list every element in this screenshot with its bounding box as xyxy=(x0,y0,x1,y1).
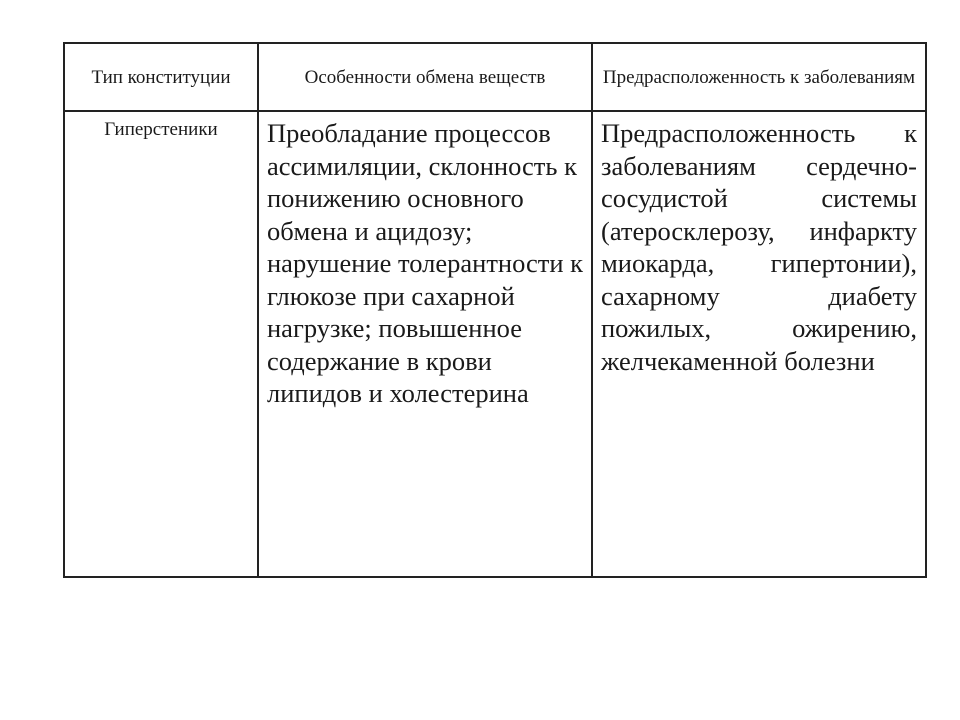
metabolism-features-text: Преобладание процессов ассимиляции, склонность к понижению основного обмена и ацидозу; нарушение толерантности к глюкозе при сахарной нагрузке; повышенное содержание в крови липидов и холестерина xyxy=(267,118,584,408)
constitution-type-text: Гиперстеники xyxy=(104,119,218,140)
header-disease-predisposition xyxy=(592,43,926,111)
table-row xyxy=(64,111,926,577)
header-metabolism-features-label: Особенности обмена веществ xyxy=(304,66,546,88)
disease-predisposition-text: Предрасположенность к заболеваниям сердечно-сосудистой системы (атеросклерозу, инфаркту миокарда, гипертонии), сахарному диабету пожилых, ожирению, желчекаменной болезни xyxy=(601,118,917,376)
cell-constitution-type xyxy=(64,111,258,577)
header-constitution-type xyxy=(64,43,258,111)
cell-metabolism-features xyxy=(258,111,592,577)
header-constitution-type-label: Тип конституции xyxy=(91,66,231,88)
header-metabolism-features xyxy=(258,43,592,111)
cell-disease-predisposition xyxy=(592,111,926,577)
header-disease-predisposition-label: Предрасположенность к заболеваниям xyxy=(602,66,916,88)
constitution-table xyxy=(63,42,927,578)
table-header-row xyxy=(64,43,926,111)
